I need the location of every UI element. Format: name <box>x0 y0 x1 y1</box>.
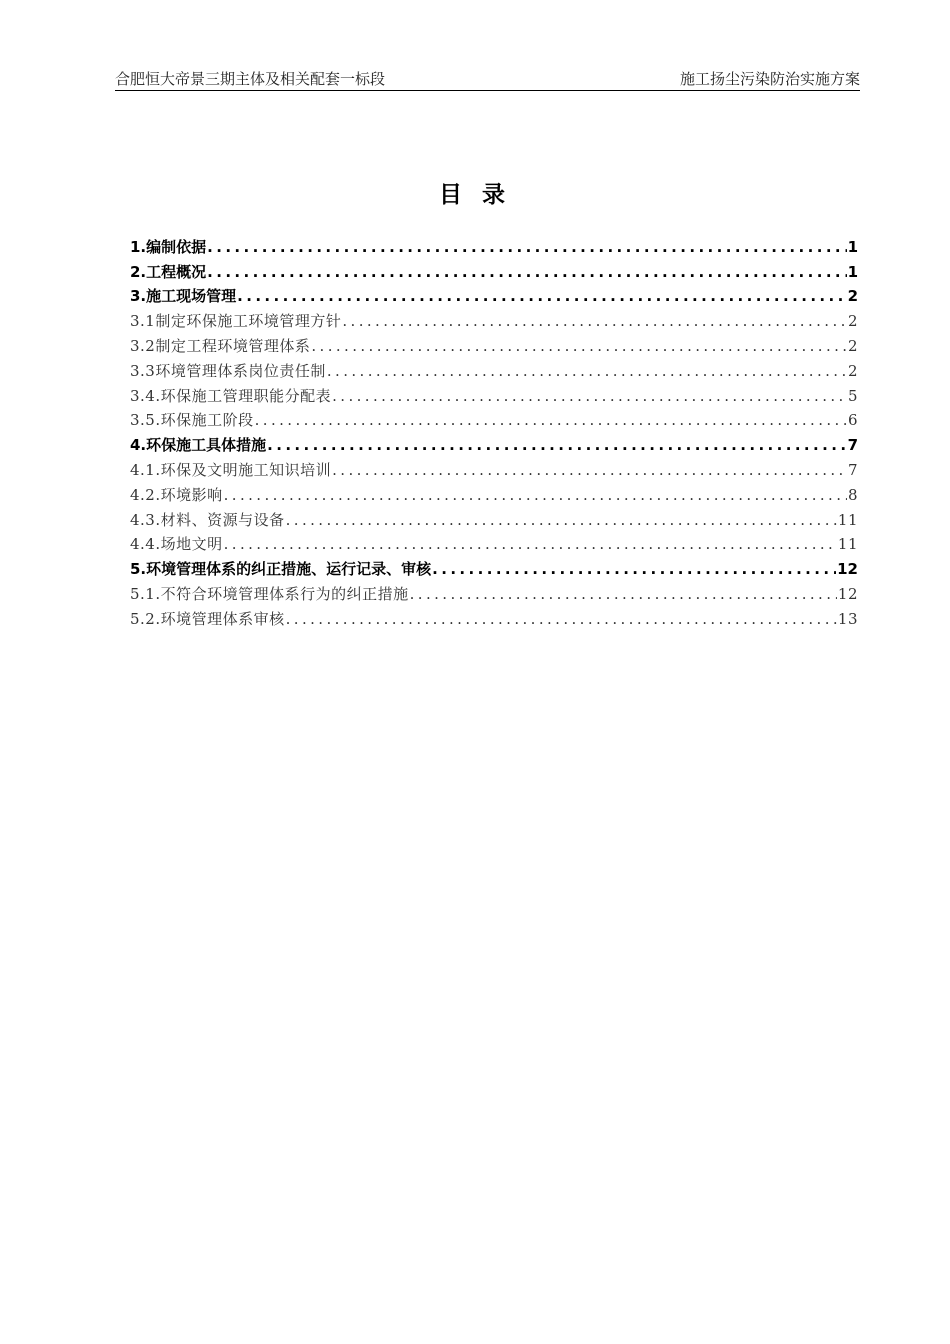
toc-dot-leader <box>207 235 846 259</box>
toc-dot-leader <box>342 309 847 333</box>
toc-entry[interactable] <box>130 532 858 557</box>
toc-entry-label: 3.1制定环保施工环境管理方针 <box>130 312 342 331</box>
toc-entry-page-number: 2 <box>847 312 858 331</box>
toc-entry-page-number: 1 <box>847 237 858 256</box>
toc-entry-label: 5.环境管理体系的纠正措施、运行记录、审核 <box>130 560 432 579</box>
toc-entry[interactable] <box>130 383 858 408</box>
toc-entry[interactable] <box>130 606 858 631</box>
toc-entry-label: 5.1.不符合环境管理体系行为的纠正措施 <box>130 584 409 603</box>
toc-entry[interactable] <box>130 358 858 383</box>
page-header <box>115 66 860 91</box>
toc-entry-page-number: 2 <box>847 287 858 306</box>
toc-dot-leader <box>410 582 837 606</box>
toc-dot-leader <box>224 483 847 507</box>
toc-dot-leader <box>237 284 846 308</box>
toc-dot-leader <box>267 433 846 457</box>
toc-entry-page-number: 13 <box>837 609 858 628</box>
toc-entry[interactable] <box>130 556 858 581</box>
header-project-name: 合肥恒大帝景三期主体及相关配套一标段 <box>115 70 386 88</box>
toc-dot-leader <box>286 607 837 631</box>
toc-dot-leader <box>332 458 847 482</box>
toc-entry-page-number: 2 <box>847 361 858 380</box>
header-document-title: 施工扬尘污染防治实施方案 <box>679 70 860 88</box>
toc-entry[interactable] <box>130 308 858 333</box>
toc-dot-leader <box>432 557 836 581</box>
toc-entry[interactable] <box>130 284 858 309</box>
table-of-contents <box>130 234 858 631</box>
toc-dot-leader <box>224 532 837 556</box>
toc-entry[interactable] <box>130 482 858 507</box>
toc-entry-page-number: 2 <box>847 336 858 355</box>
toc-entry-label: 4.1.环保及文明施工知识培训 <box>130 460 332 479</box>
toc-entry-label: 3.4.环保施工管理职能分配表 <box>130 386 332 405</box>
toc-entry[interactable] <box>130 259 858 284</box>
toc-entry-label: 1.编制依据 <box>130 237 207 256</box>
toc-entry-page-number: 6 <box>847 411 858 430</box>
toc-entry-label: 3.5.环保施工阶段 <box>130 411 254 430</box>
toc-entry-label: 4.2.环境影响 <box>130 485 223 504</box>
toc-entry[interactable] <box>130 234 858 259</box>
toc-entry-page-number: 7 <box>847 436 858 455</box>
toc-dot-leader <box>332 384 847 408</box>
toc-entry[interactable] <box>130 581 858 606</box>
toc-entry[interactable] <box>130 457 858 482</box>
toc-entry-label: 3.2制定工程环境管理体系 <box>130 336 311 355</box>
toc-entry-page-number: 7 <box>847 460 858 479</box>
toc-entry-page-number: 12 <box>837 560 858 579</box>
toc-entry[interactable] <box>130 507 858 532</box>
toc-entry-label: 4.4.场地文明 <box>130 535 223 554</box>
toc-dot-leader <box>311 334 847 358</box>
toc-entry-page-number: 11 <box>837 535 858 554</box>
toc-dot-leader <box>207 260 846 284</box>
toc-entry-page-number: 11 <box>837 510 858 529</box>
toc-entry-page-number: 1 <box>847 262 858 281</box>
toc-entry-label: 4.3.材料、资源与设备 <box>130 510 285 529</box>
toc-entry-label: 3.3环境管理体系岗位责任制 <box>130 361 326 380</box>
toc-dot-leader <box>255 408 847 432</box>
toc-entry-label: 3.施工现场管理 <box>130 287 237 306</box>
toc-entry-label: 2.工程概况 <box>130 262 207 281</box>
toc-entry-page-number: 8 <box>847 485 858 504</box>
toc-entry-page-number: 5 <box>847 386 858 405</box>
toc-entry-label: 5.2.环境管理体系审核 <box>130 609 285 628</box>
toc-entry-label: 4.环保施工具体措施 <box>130 436 267 455</box>
toc-entry[interactable] <box>130 408 858 433</box>
toc-entry[interactable] <box>130 333 858 358</box>
toc-entry-page-number: 12 <box>837 584 858 603</box>
toc-dot-leader <box>286 508 837 532</box>
toc-title: 目 录 <box>438 182 511 208</box>
toc-dot-leader <box>327 359 847 383</box>
toc-entry[interactable] <box>130 432 858 457</box>
